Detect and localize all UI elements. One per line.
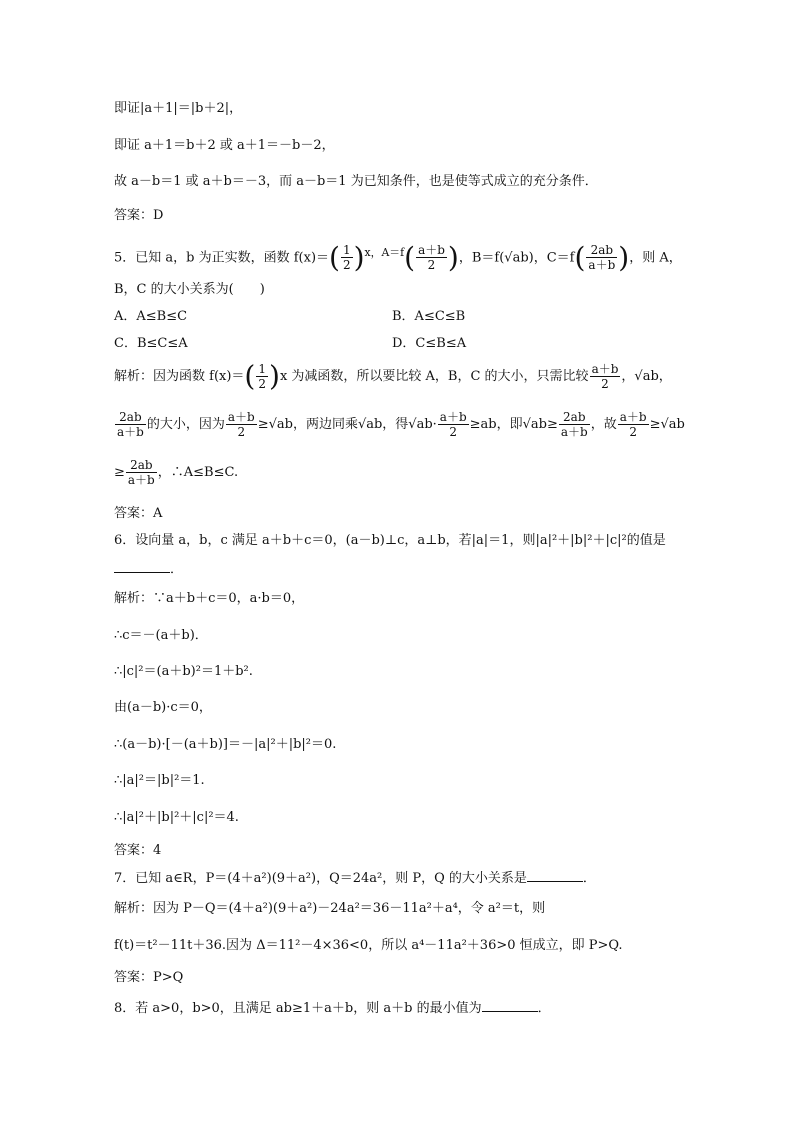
text-line: 即证|a＋1|＝|b＋2|， [114,101,243,116]
text-line: 解析：∵a＋b＋c＝0，a·b＝0， [114,591,305,606]
option-c: C．B≤C≤A [114,336,188,351]
option-b: B．A≤C≤B [392,309,466,324]
text-line: ∴|c|²＝(a＋b)²＝1＋b². [114,664,253,679]
solution-5-line3: ≥ $\frac{2ab}{a+b}$ ，∴A≤B≤C. [114,458,239,487]
text-line: 解析：因为 P－Q＝(4＋a²)(9＋a²)－24a²＝36－11a²＋a⁴，令 a²＝t，则 [114,901,546,916]
text-line: 故 a－b＝1 或 a＋b＝－3，而 a－b＝1 为已知条件，也是使等式成立的充分条件． [114,174,598,189]
option-d: D．C≤B≤A [392,336,467,351]
answer-blank [482,999,538,1012]
text-line: B，C 的大小关系为( ) [114,282,265,297]
text-line: 即证 a＋1＝b＋2 或 a＋1＝－b－2， [114,138,335,153]
question-7: 7．已知 a∈R，P＝(4＋a²)(9＋a²)，Q＝24a²，则 P，Q 的大小关系是 ． [114,871,596,886]
question-6-blank: ． [114,560,183,579]
text-line: ∴|a|²＝|b|²＝1. [114,773,205,788]
answer-line: 答案：4 [114,843,162,858]
text-line: ∴c＝－(a＋b)． [114,628,208,643]
text-line: ∴(a－b)·[－(a＋b)]＝－|a|²＋|b|²＝0. [114,737,337,752]
option-a: A．A≤B≤C [114,309,188,324]
answer-blank [114,560,170,573]
question-6: 6．设向量 a，b，c 满足 a＋b＋c＝0，(a－b)⊥c，a⊥b，若|a|＝1，则|a|²＋|b|²＋|c|²的值是 [114,533,666,548]
text-line: f(t)＝t²－11t＋36.因为 Δ＝11²－4×36<0，所以 a⁴－11a²＋36>0 恒成立，即 P>Q. [114,938,623,953]
text-line: ∴|a|²＋|b|²＋|c|²＝4. [114,810,239,825]
text-line: 由(a－b)·c＝0， [114,700,212,715]
question-8: 8．若 a>0，b>0，且满足 ab≥1＋a＋b，则 a＋b 的最小值为 ． [114,1001,551,1016]
answer-line: 答案：P>Q [114,970,184,985]
question-5: 5．已知 a，b 为正实数，函数 f(x)＝( $\frac{1}{2}$ )$^{x,A=f}$( $\frac{a+b}{2}$ )，B＝f(√ab)，C＝f( $\frac{2ab}{a+b}$ )，则 A， [114,240,682,274]
answer-line: 答案：A [114,506,163,521]
solution-5-line1: 解析：因为函数 f(x)＝( $\frac{1}{2}$ )x 为减函数，所以要比较 A，B，C 的大小，只需比较 $\frac{a+b}{2}$ ，√ab， [114,359,672,393]
solution-5-line2: $\frac{2ab}{a+b}$ 的大小，因为 $\frac{a+b}{2}$ ≥√ab，两边同乘√ab，得√ab· $\frac{a+b}{2}$ ≥ab，即√ab≥ $\frac{2ab}{a+b}$ ，故 $\frac{a+b}{2}$ ≥√ab [117,410,685,439]
answer-line: 答案：D [114,208,164,223]
answer-blank [527,869,583,882]
